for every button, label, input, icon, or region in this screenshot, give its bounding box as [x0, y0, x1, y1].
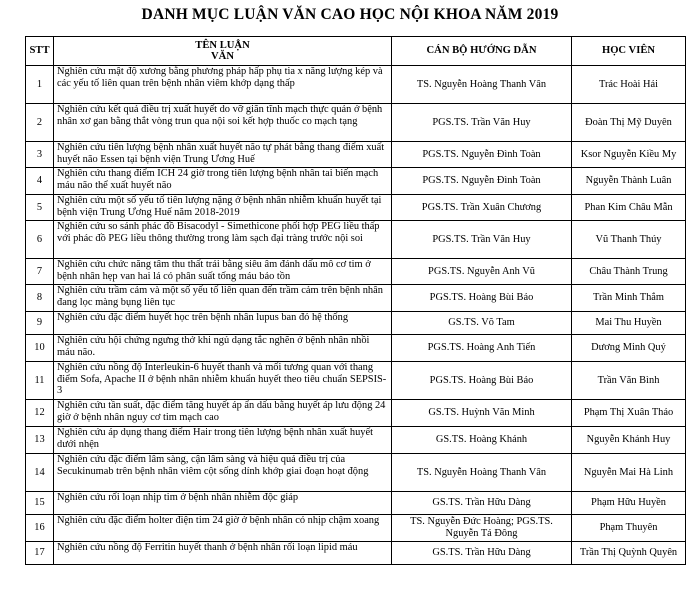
table-row [26, 259, 686, 285]
row-supervisor: PGS.TS. Hoàng Anh Tiến [392, 335, 572, 362]
row-student: Trần Thị Quỳnh Quyên [572, 542, 686, 565]
row-student: Nguyễn Mai Hà Linh [572, 454, 686, 492]
row-topic: Nghiên cứu tiên lượng bệnh nhân xuất huyết não tự phát bằng thang điểm xuất huyết não Essen tại bệnh viện Trung Ương Huế [54, 142, 392, 168]
table-row [26, 168, 686, 195]
row-topic: Nghiên cứu một số yếu tố tiên lượng nặng ở bệnh nhân nhiễm khuẩn huyết tại bệnh viện Trung Ương Huế năm 2018-2019 [54, 195, 392, 221]
row-topic: Nghiên cứu hội chứng ngưng thở khi ngủ dạng tắc nghẽn ở bệnh nhân nhồi máu não. [54, 335, 392, 362]
table-row [26, 400, 686, 427]
row-stt: 16 [26, 515, 54, 542]
row-stt: 11 [26, 362, 54, 400]
row-topic: Nghiên cứu đặc điểm holter điện tim 24 giờ ở bệnh nhân có nhịp chậm xoang [54, 515, 392, 542]
row-student: Trác Hoài Hải [572, 66, 686, 104]
table-row [26, 335, 686, 362]
row-supervisor: PGS.TS. Nguyễn Anh Vũ [392, 259, 572, 285]
row-stt: 3 [26, 142, 54, 168]
row-student: Dương Minh Quý [572, 335, 686, 362]
row-supervisor: PGS.TS. Trần Xuân Chương [392, 195, 572, 221]
table-row [26, 221, 686, 259]
row-student: Đoàn Thị Mỹ Duyên [572, 104, 686, 142]
row-topic: Nghiên cứu rối loạn nhịp tim ở bệnh nhân nhiễm độc giáp [54, 492, 392, 515]
row-topic: Nghiên cứu mật độ xương bằng phương pháp hấp phụ tia x năng lượng kép và các yếu tố liên quan trên bệnh nhân viêm khớp dạng thấp [54, 66, 392, 104]
row-supervisor: PGS.TS. Trần Văn Huy [392, 221, 572, 259]
table-row [26, 515, 686, 542]
table-row [26, 542, 686, 565]
row-supervisor: GS.TS. Hoàng Khánh [392, 427, 572, 454]
row-student: Phạm Hữu Huyền [572, 492, 686, 515]
row-student: Châu Thành Trung [572, 259, 686, 285]
row-supervisor: GS.TS. Huỳnh Văn Minh [392, 400, 572, 427]
row-topic: Nghiên cứu nồng độ Interleukin-6 huyết thanh và mối tương quan với thang điểm Sofa, Apache II ở bệnh nhân nhiễm khuẩn huyết theo tiêu chuẩn SEPSIS-3 [54, 362, 392, 400]
table-header-row [26, 37, 686, 66]
row-supervisor: GS.TS. Trần Hữu Dàng [392, 492, 572, 515]
table-row [26, 427, 686, 454]
row-supervisor: TS. Nguyễn Đức Hoàng; PGS.TS. Nguyễn Tá Đông [392, 515, 572, 542]
row-stt: 13 [26, 427, 54, 454]
row-topic: Nghiên cứu chức năng tâm thu thất trái bằng siêu âm đánh dấu mô cơ tim ở bệnh nhân hẹp van hai lá có phân suất tống máu bảo tồn [54, 259, 392, 285]
header-student: HỌC VIÊN [572, 37, 686, 66]
table-row [26, 66, 686, 104]
table-row [26, 492, 686, 515]
thesis-table [25, 36, 686, 565]
row-stt: 9 [26, 312, 54, 335]
row-stt: 10 [26, 335, 54, 362]
row-supervisor: PGS.TS. Trần Văn Huy [392, 104, 572, 142]
row-supervisor: PGS.TS. Nguyễn Đình Toàn [392, 142, 572, 168]
row-student: Vũ Thanh Thúy [572, 221, 686, 259]
row-topic: Nghiên cứu đặc điểm lâm sàng, cận lâm sàng và hiệu quả điều trị của Secukinumab trên bệnh nhân viêm cột sống dính khớp giai đoạn hoạt động [54, 454, 392, 492]
row-topic: Nghiên cứu so sánh phác đồ Bisacodyl - Simethicone phối hợp PEG liều thấp với phác đồ PEG liều thông thường trong làm sạch đại tràng trước nội soi [54, 221, 392, 259]
header-stt: STT [26, 37, 54, 66]
row-topic: Nghiên cứu thang điểm ICH 24 giờ trong tiên lượng bệnh nhân tai biến mạch máu não thể xuất huyết não [54, 168, 392, 195]
row-stt: 7 [26, 259, 54, 285]
header-supervisor: CÁN BỘ HƯỚNG DẪN [392, 37, 572, 66]
table-row [26, 312, 686, 335]
row-stt: 15 [26, 492, 54, 515]
row-stt: 4 [26, 168, 54, 195]
row-supervisor: PGS.TS. Hoàng Bùi Bảo [392, 285, 572, 312]
table-row [26, 285, 686, 312]
row-supervisor: TS. Nguyễn Hoàng Thanh Vân [392, 66, 572, 104]
row-supervisor: GS.TS. Trần Hữu Dàng [392, 542, 572, 565]
row-stt: 2 [26, 104, 54, 142]
row-stt: 1 [26, 66, 54, 104]
row-supervisor: PGS.TS. Hoàng Bùi Bảo [392, 362, 572, 400]
row-student: Nguyễn Thành Luân [572, 168, 686, 195]
row-student: Trần Minh Thắm [572, 285, 686, 312]
row-stt: 12 [26, 400, 54, 427]
table-row [26, 454, 686, 492]
table-row [26, 104, 686, 142]
row-student: Phạm Thuyên [572, 515, 686, 542]
row-topic: Nghiên cứu kết quả điều trị xuất huyết do vỡ giãn tĩnh mạch thực quản ở bệnh nhân xơ gan bằng thắt vòng trun qua nội soi kết hợp thuốc co mạch tạng [54, 104, 392, 142]
row-student: Ksor Nguyễn Kiều My [572, 142, 686, 168]
row-supervisor: GS.TS. Võ Tam [392, 312, 572, 335]
row-student: Phạm Thị Xuân Thảo [572, 400, 686, 427]
row-topic: Nghiên cứu tần suất, đặc điểm tăng huyết áp ẩn dấu bằng huyết áp lưu động 24 giờ ở bệnh nhân nguy cơ tim mạch cao [54, 400, 392, 427]
row-supervisor: TS. Nguyễn Hoàng Thanh Vân [392, 454, 572, 492]
row-stt: 5 [26, 195, 54, 221]
row-stt: 14 [26, 454, 54, 492]
row-student: Nguyễn Khánh Huy [572, 427, 686, 454]
row-topic: Nghiên cứu đặc điểm huyết học trên bệnh nhân lupus ban đỏ hệ thống [54, 312, 392, 335]
row-stt: 8 [26, 285, 54, 312]
table-row [26, 142, 686, 168]
row-student: Phan Kim Châu Mẫn [572, 195, 686, 221]
row-stt: 17 [26, 542, 54, 565]
row-supervisor: PGS.TS. Nguyễn Đình Toàn [392, 168, 572, 195]
row-topic: Nghiên cứu trầm cảm và một số yếu tố liên quan đến trầm cảm trên bệnh nhân đang lọc màng bụng liên tục [54, 285, 392, 312]
row-stt: 6 [26, 221, 54, 259]
row-topic: Nghiên cứu nồng độ Ferritin huyết thanh ở bệnh nhân rối loạn lipid máu [54, 542, 392, 565]
table-row [26, 362, 686, 400]
row-student: Mai Thu Huyền [572, 312, 686, 335]
table-row [26, 195, 686, 221]
row-student: Trần Văn Bình [572, 362, 686, 400]
header-topic: TÊN LUẬN VĂN [54, 37, 392, 66]
page-title: DANH MỤC LUẬN VĂN CAO HỌC NỘI KHOA NĂM 2019 [141, 6, 559, 23]
row-topic: Nghiên cứu áp dụng thang điểm Hair trong tiên lượng bệnh nhân xuất huyết dưới nhện [54, 427, 392, 454]
